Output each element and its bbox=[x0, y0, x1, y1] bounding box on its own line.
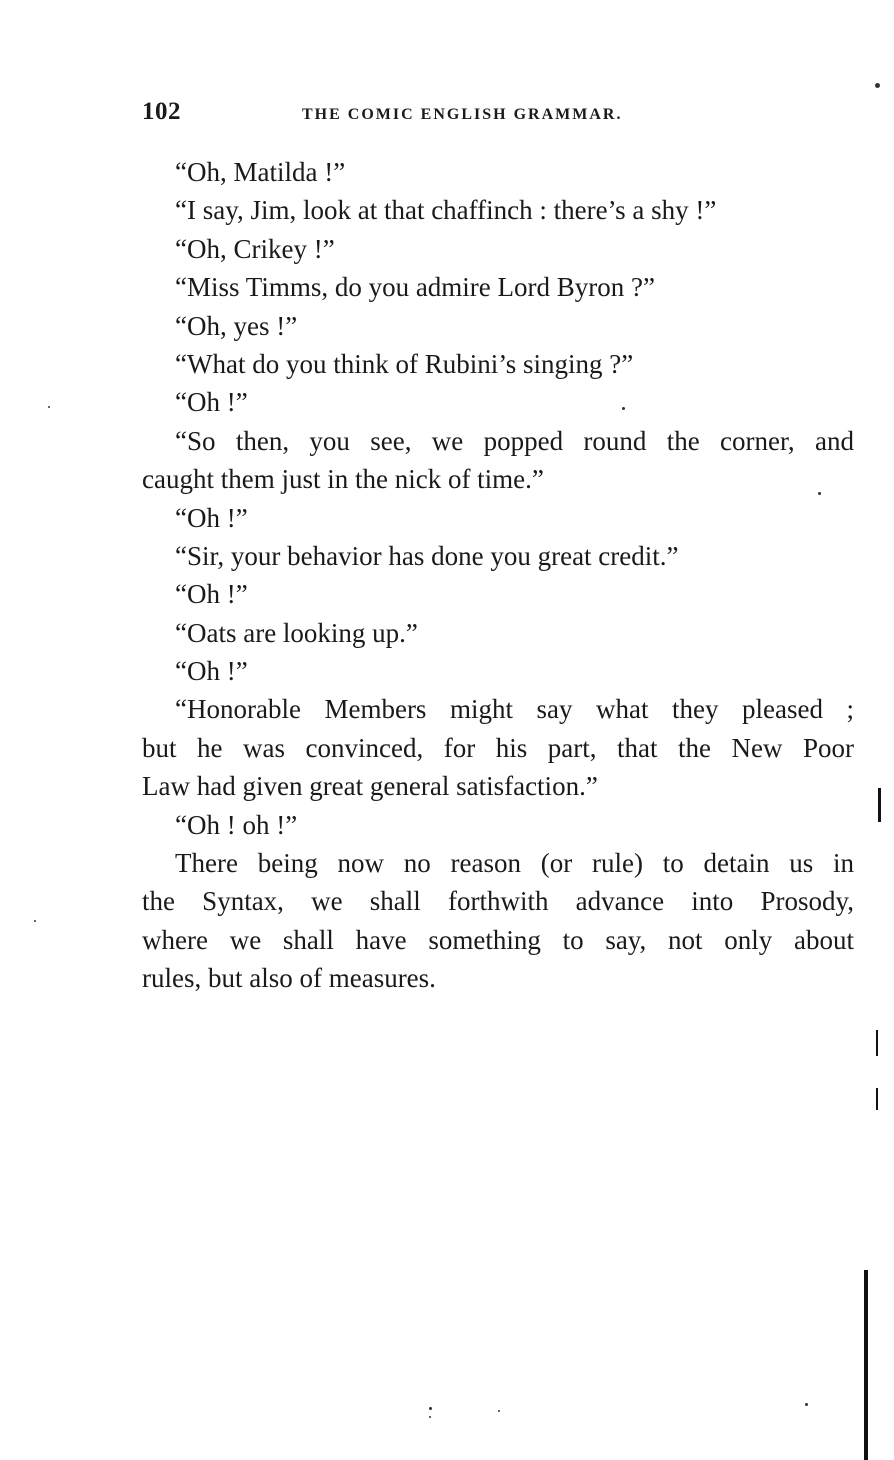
text-line: There being now no reason (or rule) to detain us in bbox=[175, 848, 854, 879]
text-line: “Oh, yes !” bbox=[175, 310, 298, 341]
scan-speck bbox=[429, 1407, 432, 1410]
text-line: “Oh, Matilda !” bbox=[175, 157, 346, 187]
text-line: “I say, Jim, look at that chaffinch : there’s a shy !” bbox=[175, 195, 717, 226]
scan-speck bbox=[805, 1403, 808, 1406]
scan-speck bbox=[818, 492, 821, 495]
text-line: Law had given great general satisfaction.” bbox=[142, 771, 598, 802]
scan-edge-mark bbox=[878, 788, 881, 822]
text-line: “Oh, Crikey !” bbox=[175, 233, 335, 264]
text-line: “Miss Timms, do you admire Lord Byron ?” bbox=[175, 272, 655, 303]
text-line: rules, but also of measures. bbox=[142, 963, 436, 994]
text-line: caught them just in the nick of time.” bbox=[142, 464, 544, 495]
running-title: THE COMIC ENGLISH GRAMMAR. bbox=[302, 106, 623, 123]
text-line: but he was convinced, for his part, that the New Poor bbox=[142, 732, 854, 763]
text-line: the Syntax, we shall forthwith advance into Prosody, bbox=[142, 886, 854, 917]
text-line: “Oh !” bbox=[175, 502, 248, 533]
scan-edge-mark bbox=[864, 1270, 868, 1460]
text-line: “Oats are looking up.” bbox=[175, 617, 418, 648]
scan-edge-mark bbox=[876, 1030, 878, 1056]
text-line: “Honorable Members might say what they pleased ; bbox=[175, 694, 854, 725]
scan-speck bbox=[622, 407, 625, 410]
scan-edge-mark bbox=[876, 1088, 878, 1110]
body-text bbox=[142, 153, 854, 998]
text-line: “Oh !” bbox=[175, 387, 248, 418]
scan-speck bbox=[34, 920, 36, 922]
text-line: “Oh ! oh !” bbox=[175, 809, 298, 840]
text-line: where we shall have something to say, not only about bbox=[142, 924, 854, 955]
text-line: “Sir, your behavior has done you great credit.” bbox=[175, 540, 679, 571]
text-line: “Oh !” bbox=[175, 579, 248, 610]
page-number: 102 bbox=[142, 98, 181, 125]
text-line: “Oh !” bbox=[175, 656, 248, 687]
scan-speck bbox=[429, 1416, 431, 1418]
text-line: “What do you think of Rubini’s singing ?” bbox=[175, 348, 634, 379]
scan-speck bbox=[498, 1410, 500, 1412]
scan-speck bbox=[48, 406, 50, 408]
page-header bbox=[142, 98, 702, 134]
text-line: “So then, you see, we popped round the corner, and bbox=[175, 425, 854, 456]
scan-speck bbox=[875, 83, 880, 88]
